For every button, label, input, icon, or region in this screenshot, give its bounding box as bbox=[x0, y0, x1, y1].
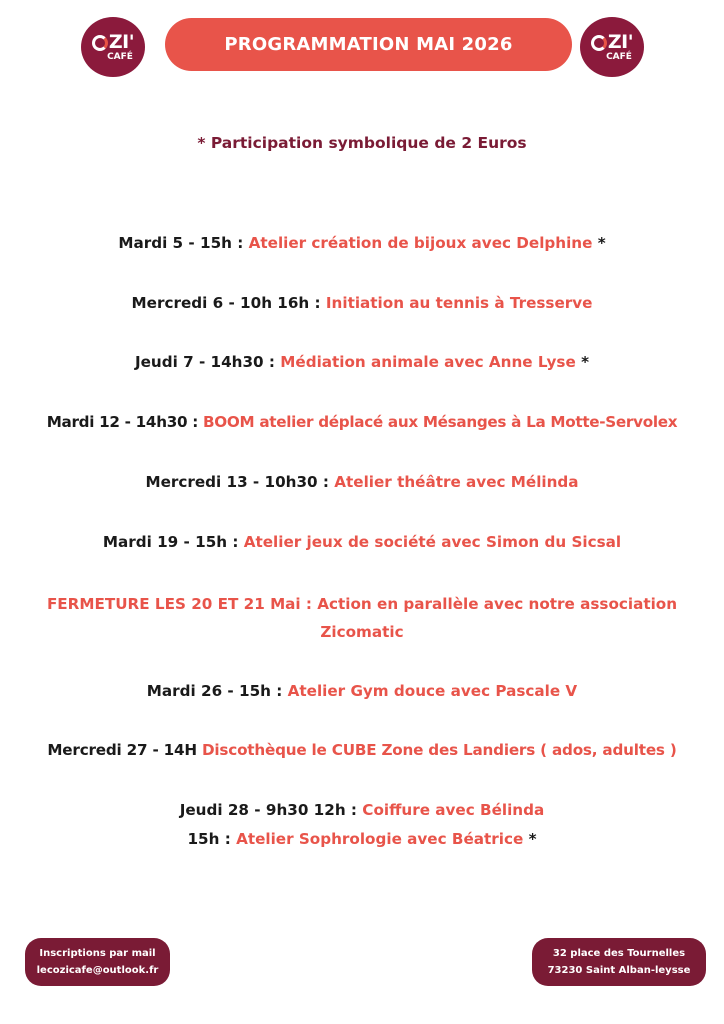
event-what: Coiffure avec Bélinda bbox=[362, 801, 545, 819]
event-when: Mardi 5 - 15h : bbox=[118, 234, 244, 252]
logo-ring-icon bbox=[591, 35, 607, 51]
event-line bbox=[0, 826, 724, 853]
logo-ring-icon bbox=[92, 35, 108, 51]
address-block bbox=[532, 938, 706, 986]
address-city: 73230 Saint Alban-leysse bbox=[547, 965, 691, 976]
event-line bbox=[0, 469, 724, 496]
logo-sub: CAFÉ bbox=[107, 51, 133, 62]
event-when: Jeudi 28 - 9h30 12h : bbox=[179, 801, 357, 819]
event-star: * bbox=[597, 234, 606, 252]
page-title: PROGRAMMATION MAI 2026 bbox=[165, 18, 572, 71]
event-what: Discothèque le CUBE Zone des Landiers ( ados, adultes ) bbox=[202, 741, 677, 759]
address-street: 32 place des Tournelles bbox=[552, 948, 686, 959]
registration-email[interactable]: lecozicafe@outlook.fr bbox=[36, 965, 159, 976]
logo-right bbox=[580, 17, 644, 77]
event-line bbox=[0, 290, 724, 317]
event-line bbox=[0, 409, 724, 436]
event-what: BOOM atelier déplacé aux Mésanges à La Motte-Servolex bbox=[203, 413, 678, 431]
logo-mark bbox=[591, 30, 634, 53]
logo-text: ZI' bbox=[607, 30, 634, 53]
registration-label: Inscriptions par mail bbox=[39, 948, 156, 959]
event-line bbox=[0, 349, 724, 376]
closure-notice bbox=[30, 590, 694, 646]
event-when: Mercredi 27 - 14H bbox=[47, 741, 197, 759]
event-line bbox=[0, 737, 724, 764]
event-line bbox=[0, 529, 724, 556]
event-what: Initiation au tennis à Tresserve bbox=[325, 294, 593, 312]
event-when: Jeudi 7 - 14h30 : bbox=[134, 353, 275, 371]
event-star: * bbox=[581, 353, 590, 371]
logo-mark bbox=[92, 30, 135, 53]
logo-text: ZI' bbox=[108, 30, 135, 53]
logo-sub: CAFÉ bbox=[606, 51, 632, 62]
event-what: Atelier Gym douce avec Pascale V bbox=[287, 682, 578, 700]
event-what: Atelier Sophrologie avec Béatrice bbox=[236, 830, 524, 848]
participation-note: * Participation symbolique de 2 Euros bbox=[197, 134, 527, 152]
event-when: 15h : bbox=[187, 830, 231, 848]
event-line bbox=[0, 797, 724, 824]
event-when: Mercredi 13 - 10h30 : bbox=[145, 473, 329, 491]
event-when: Mercredi 6 - 10h 16h : bbox=[131, 294, 321, 312]
event-when: Mardi 26 - 15h : bbox=[146, 682, 283, 700]
event-what: Atelier jeux de société avec Simon du Sicsal bbox=[243, 533, 622, 551]
event-when: Mardi 19 - 15h : bbox=[102, 533, 239, 551]
event-what: Médiation animale avec Anne Lyse bbox=[280, 353, 576, 371]
event-line bbox=[0, 230, 724, 257]
event-when: Mardi 12 - 14h30 : bbox=[46, 413, 199, 431]
closure-line-2: Zicomatic bbox=[320, 623, 404, 641]
registration-contact bbox=[25, 938, 170, 986]
event-line bbox=[0, 678, 724, 705]
event-what: Atelier théâtre avec Mélinda bbox=[334, 473, 579, 491]
closure-line-1: FERMETURE LES 20 ET 21 Mai : Action en parallèle avec notre association bbox=[46, 595, 678, 613]
logo-left bbox=[81, 17, 145, 77]
event-star: * bbox=[528, 830, 537, 848]
event-what: Atelier création de bijoux avec Delphine bbox=[248, 234, 593, 252]
